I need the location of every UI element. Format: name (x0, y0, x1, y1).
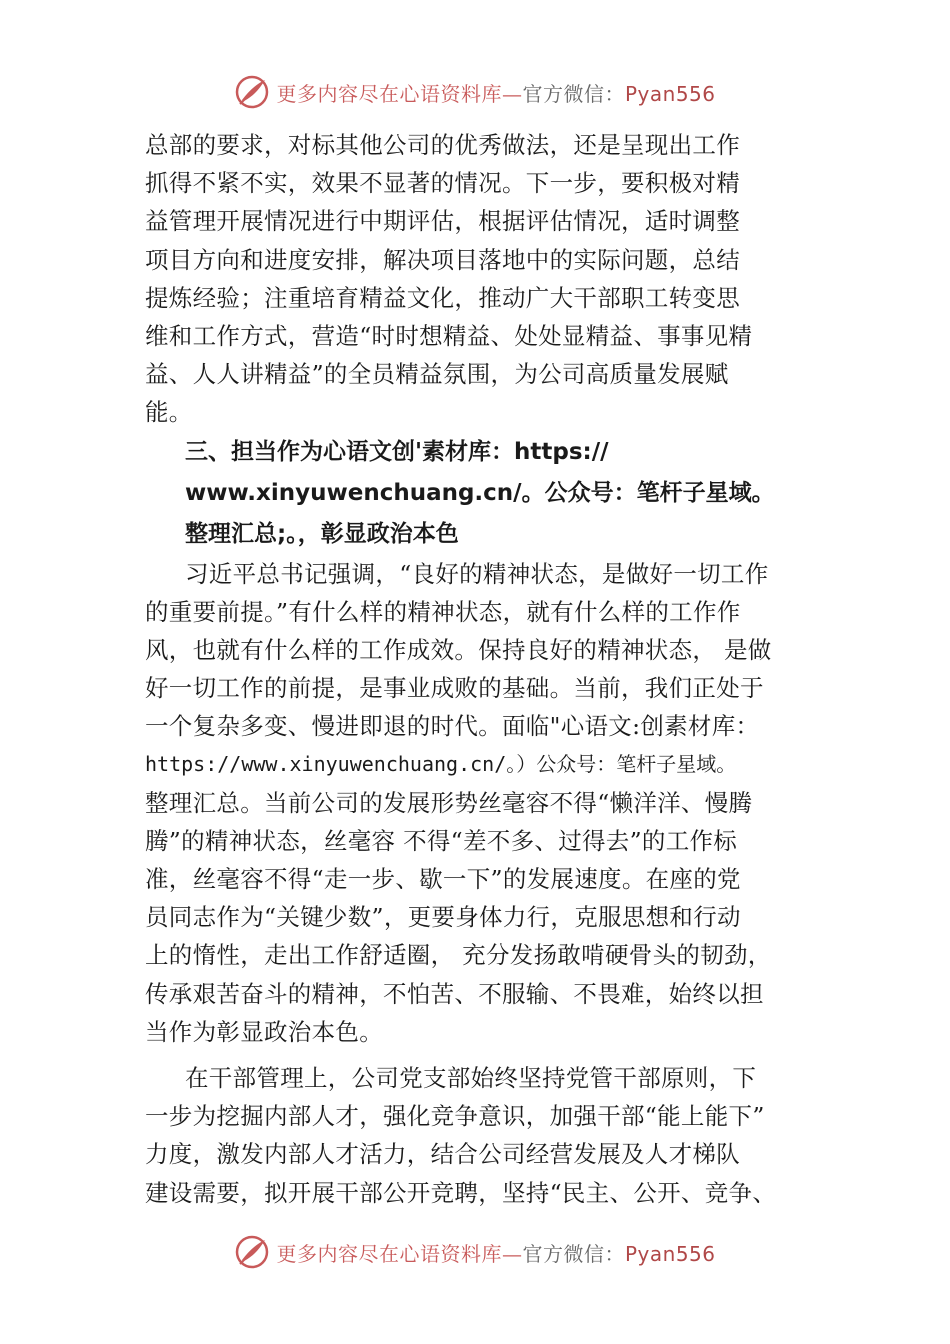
heading-line: www.xinyuwenchuang.cn/。公众号：笔杆子星域。 (185, 479, 775, 506)
header-banner (0, 70, 950, 114)
text-line: 抓得不紧不实，效果不显著的情况。下一步，要积极对精 (145, 169, 740, 198)
footer-banner (0, 1230, 950, 1274)
text-line: 当作为彰显政治本色。 (145, 1017, 383, 1046)
text-line: 的重要前提。”有什么样的精神状态，就有什么样的工作作 (145, 597, 741, 626)
feather-circle-logo-icon (234, 1234, 270, 1270)
paragraph-1 (145, 126, 825, 432)
banner-text (276, 78, 715, 107)
text-line: 力度，激发内部人才活力，结合公司经营发展及人才梯队 (145, 1140, 740, 1169)
text-line: 建设需要，拟开展干部公开竞聘，坚持“民主、公开、竞争、 (145, 1178, 777, 1207)
section-heading (145, 432, 825, 555)
paragraph-gap (145, 1051, 825, 1059)
heading-line: 三、担当作为心语文创'素材库：https:// (185, 438, 609, 465)
text-line: 传承艰苦奋斗的精神，不怕苦、不服输、不畏难，始终以担 (145, 979, 764, 1008)
banner-text (276, 1238, 715, 1267)
text-line: 提炼经验；注重培育精益文化，推动广大干部职工转变思 (145, 283, 740, 312)
text-line: 员同志作为“关键少数”，更要身体力行，克服思想和行动 (145, 903, 741, 932)
banner-main-text: 更多内容尽在心语资料库— (276, 81, 523, 106)
text-line: 好一切工作的前提，是事业成败的基础。当前，我们正处于 (145, 674, 764, 703)
paragraph-2 (145, 555, 825, 1051)
banner-main-text: 更多内容尽在心语资料库— (276, 1241, 523, 1266)
banner-account: Pyan556 (624, 81, 716, 106)
text-line-url: https://www.xinyuwenchuang.cn/。）公众号：笔杆子星域。 (145, 752, 737, 777)
banner-account: Pyan556 (624, 1241, 716, 1266)
paragraph-3 (145, 1059, 825, 1212)
text-line: 一步为挖掘内部人才，强化竞争意识，加强干部“能上能下” (145, 1102, 765, 1131)
text-line: 习近平总书记强调，“良好的精神状态，是做好一切工作 (185, 559, 769, 588)
banner-wechat-label: 官方微信： (522, 1241, 625, 1266)
text-line: 维和工作方式，营造“时时想精益、处处显精益、事事见精 (145, 321, 753, 350)
document-body (145, 126, 825, 1212)
text-line: 风，也就有什么样的工作成效。保持良好的精神状态， 是做 (145, 635, 772, 664)
text-line: 上的惰性，走出工作舒适圈， 充分发扬敢啃硬骨头的韧劲， (145, 941, 772, 970)
feather-circle-logo-icon (234, 74, 270, 110)
heading-line: 整理汇总;。，彰显政治本色 (185, 520, 459, 547)
banner-wechat-label: 官方微信： (522, 81, 625, 106)
text-line: 腾”的精神状态，丝毫容 不得“差不多、过得去”的工作标 (145, 826, 738, 855)
text-line: 益、人人讲精益”的全员精益氛围，为公司高质量发展赋 (145, 360, 729, 389)
text-line: 整理汇总。当前公司的发展形势丝毫容不得“懒洋洋、慢腾 (145, 788, 753, 817)
text-line: 益管理开展情况进行中期评估，根据评估情况，适时调整 (145, 207, 740, 236)
text-line: 项目方向和进度安排，解决项目落地中的实际问题，总结 (145, 245, 740, 274)
text-line: 一个复杂多变、慢进即退的时代。面临"心语文:创素材库： (145, 712, 760, 741)
text-line: 能。 (145, 398, 193, 427)
text-line: 在干部管理上，公司党支部始终坚持党管干部原则，下 (185, 1063, 757, 1092)
text-line: 准，丝毫容不得“走一步、歇一下”的发展速度。在座的党 (145, 865, 741, 893)
text-line: 总部的要求，对标其他公司的优秀做法，还是呈现出工作 (145, 131, 740, 159)
